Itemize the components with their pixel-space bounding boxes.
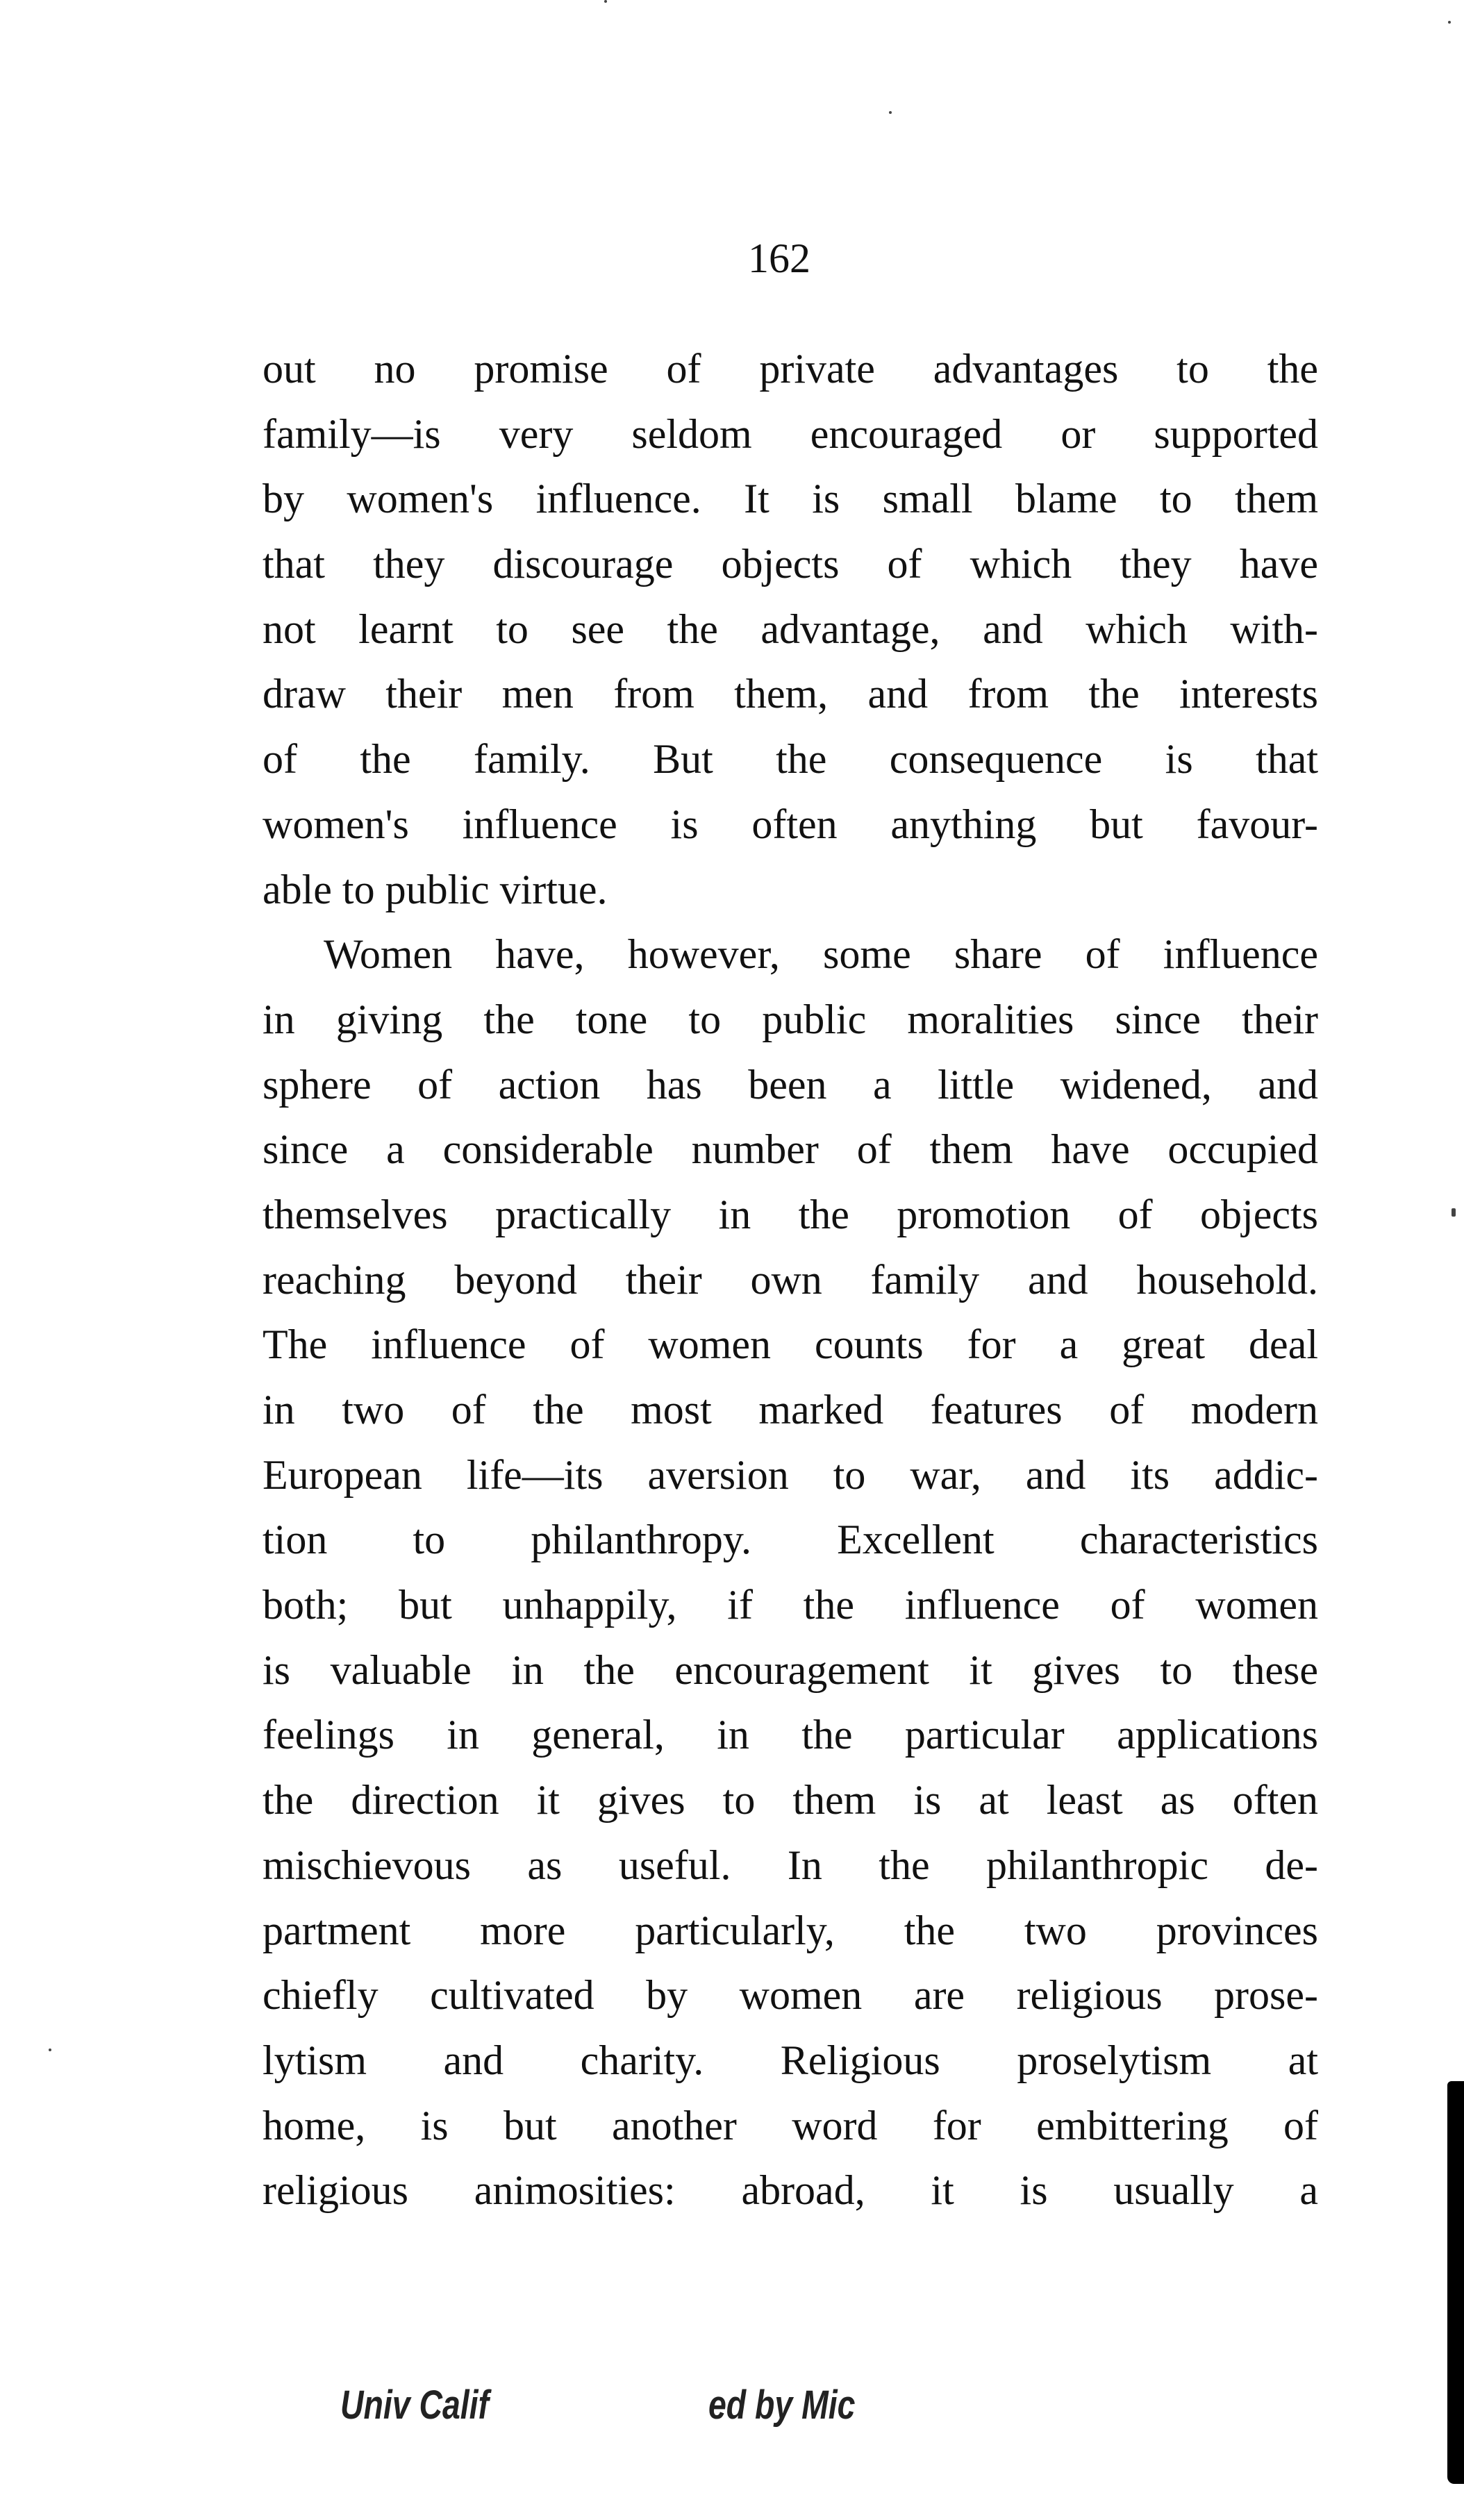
scan-edge-shadow [1447, 2081, 1464, 2484]
text-line: by women's influence. It is small blame to them [263, 476, 1318, 522]
text-line: sphere of action has been a little widened, and [263, 1061, 1318, 1108]
text-line: The influence of women counts for a great deal [263, 1321, 1318, 1368]
text-line: out no promise of private advantages to the [263, 346, 1318, 392]
text-line: mischievous as useful. In the philanthropic de- [263, 1842, 1318, 1888]
text-line: religious animosities: abroad, it is usually a [263, 2167, 1318, 2214]
text-line: in two of the most marked features of modern [263, 1387, 1318, 1433]
text-line: both; but unhappily, if the influence of women [263, 1582, 1318, 1628]
text-line: home, is but another word for embittering of [263, 2102, 1318, 2148]
text-line: draw their men from them, and from the interests [263, 671, 1318, 717]
text-line: of the family. But the consequence is that [263, 736, 1318, 783]
text-line: reaching beyond their own family and household. [263, 1256, 1318, 1303]
text-line: is valuable in the encouragement it gives to these [263, 1646, 1318, 1693]
page-body-text [263, 337, 1318, 2223]
scan-speck [889, 111, 892, 114]
text-line: themselves practically in the promotion of objects [263, 1191, 1318, 1237]
text-line: feelings in general, in the particular applications [263, 1712, 1318, 1758]
text-line: chiefly cultivated by women are religious prose- [263, 1972, 1318, 2019]
text-line: women's influence is often anything but favour- [263, 801, 1318, 847]
text-line: in giving the tone to public moralities since their [263, 996, 1318, 1042]
text-line: not learnt to see the advantage, and which with- [263, 606, 1318, 652]
text-line: lytism and charity. Religious proselytism at [263, 2037, 1318, 2083]
text-line: the direction it gives to them is at least as often [263, 1777, 1318, 1824]
scan-speck [604, 0, 607, 3]
text-line: family—is very seldom encouraged or supported [263, 410, 1318, 457]
text-line: able to public virtue. [263, 866, 608, 912]
scan-speck [1451, 1208, 1456, 1217]
text-line: that they discourage objects of which they have [263, 541, 1318, 587]
text-line: European life—its aversion to war, and its addic- [263, 1451, 1318, 1498]
text-line: Women have, however, some share of influence [324, 931, 1318, 978]
watermark-digitized: ed by Mic [708, 2383, 856, 2428]
watermark-univ-calif: Univ Calif [340, 2383, 489, 2428]
scan-speck [1448, 21, 1451, 24]
text-line: tion to philanthropy. Excellent characteristics [263, 1517, 1318, 1563]
text-line: since a considerable number of them have occupied [263, 1126, 1318, 1173]
scan-speck [49, 2048, 51, 2051]
text-line: partment more particularly, the two provinces [263, 1907, 1318, 1953]
page-number: 162 [748, 235, 810, 281]
